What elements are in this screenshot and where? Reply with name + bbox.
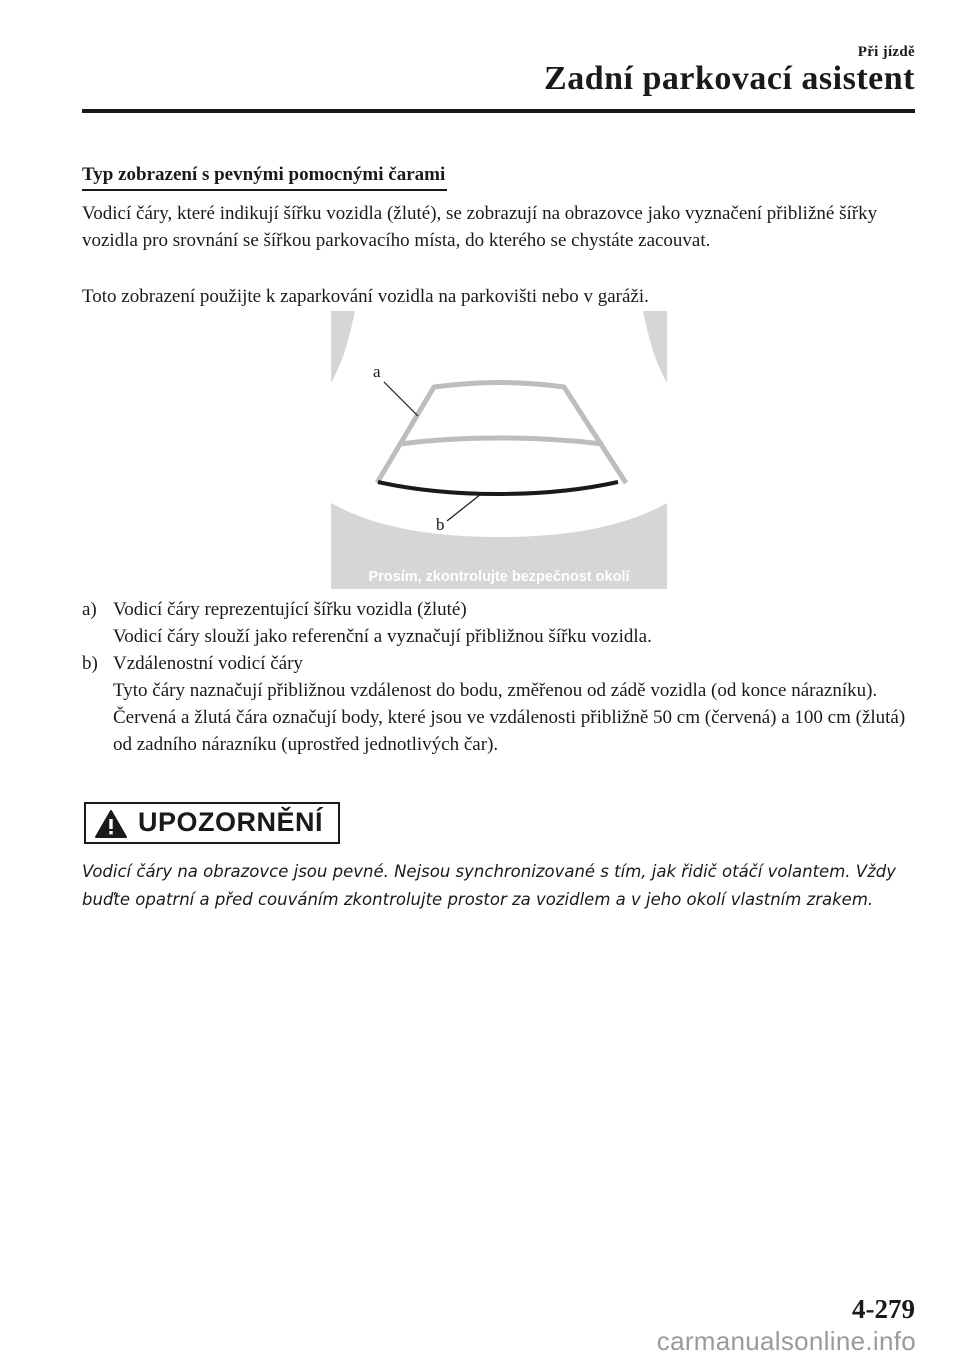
header-divider <box>82 109 915 113</box>
legend-description: Tyto čáry naznačují přibližnou vzdálenost do bodu, změřenou od zádě vozidla (od konce nárazníku). <box>113 680 878 701</box>
page-number: 4-279 <box>852 1294 915 1324</box>
section-label: Při jízdě <box>857 44 915 60</box>
callout-legend <box>82 596 912 758</box>
warning-text: Vodicí čáry na obrazovce jsou pevné. Nejsou synchronizované s tím, jak řidič otáčí volantem. Vždy buďte opatrní a před couváním zkontrolujte prostor za vozidlem a v jeho okolí vlastním zrakem. <box>82 862 896 909</box>
camera-view <box>331 311 667 537</box>
camera-screen-illustration <box>331 311 667 589</box>
camera-screen-figure <box>331 311 667 589</box>
callout-b: b <box>436 515 445 534</box>
warning-banner <box>84 802 340 844</box>
legend-item-a <box>82 596 912 650</box>
warning-triangle-icon <box>94 809 128 839</box>
callout-a: a <box>373 362 381 381</box>
screen-message: Prosím, zkontrolujte bezpečnost okolí <box>368 569 630 585</box>
watermark: carmanualsonline.info <box>656 1326 916 1356</box>
intro-paragraph: Vodicí čáry, které indikují šířku vozidla (žluté), se zobrazují na obrazovce jako vyznačení přibližné šířky vozidla pro srovnání se šířkou parkovacího místa, do kterého se chystáte zacouvat. <box>82 203 878 251</box>
legend-marker: a) <box>82 599 97 620</box>
page-title: Zadní parkovací asistent <box>544 60 915 97</box>
legend-marker: b) <box>82 653 98 674</box>
usage-paragraph: Toto zobrazení použijte k zaparkování vozidla na parkovišti nebo v garáži. <box>82 286 649 307</box>
legend-title: Vzdálenostní vodicí čáry <box>113 653 303 674</box>
legend-title: Vodicí čáry reprezentující šířku vozidla (žluté) <box>113 599 467 620</box>
legend-item-b <box>82 650 912 758</box>
warning-title: UPOZORNĚNÍ <box>138 807 324 837</box>
section-heading: Typ zobrazení s pevnými pomocnými čarami <box>82 164 447 191</box>
legend-description: Vodicí čáry slouží jako referenční a vyznačují přibližnou šířku vozidla. <box>113 626 652 647</box>
legend-description-detail: Červená a žlutá čára označují body, které jsou ve vzdálenosti přibližně 50 cm (červená) a 100 cm (žlutá) od zadního nárazníku (uprostřed jednotlivých čar). <box>113 707 906 755</box>
